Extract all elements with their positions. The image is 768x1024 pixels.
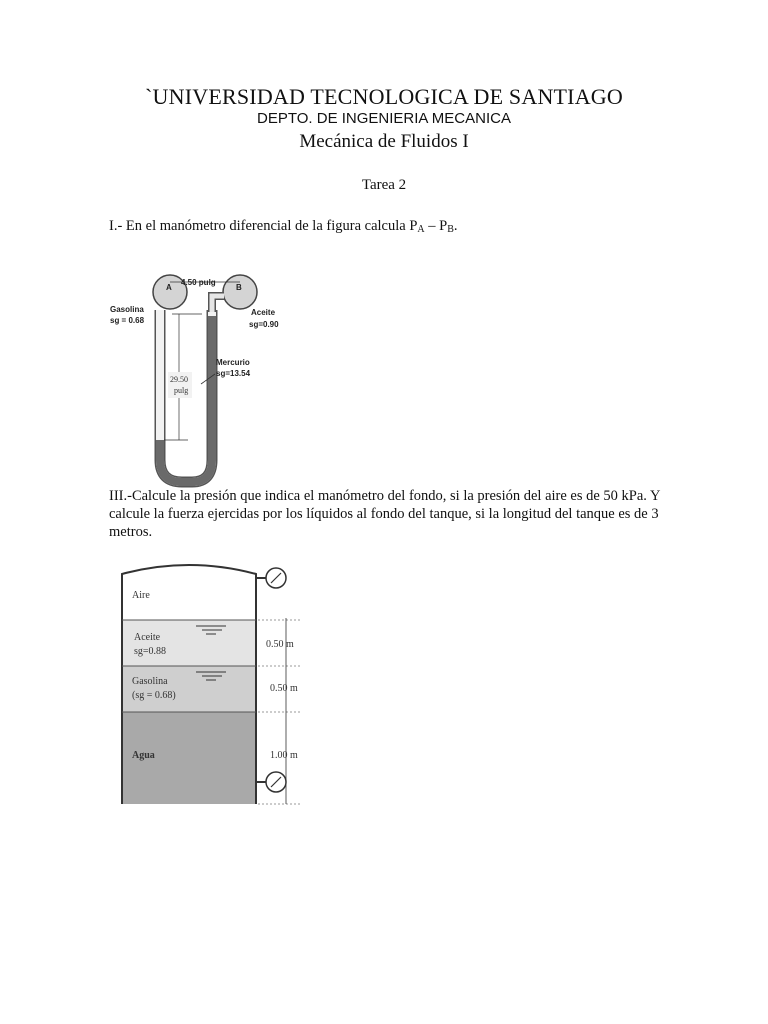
label-dim-agua: 1.00 m	[270, 750, 298, 761]
manometer-figure	[108, 270, 308, 490]
label-sg-aceite: sg=0.88	[134, 646, 167, 657]
label-4-50-pulg: 4.50 pulg	[181, 278, 216, 287]
course-title: Mecánica de Fluidos I	[299, 131, 469, 152]
label-sg-gasolina: sg = 0.68	[110, 316, 145, 325]
assignment-title: Tarea 2	[361, 177, 407, 193]
label-dim-aceite: 0.50 m	[266, 639, 294, 650]
label-dim-gasolina: 0.50 m	[270, 683, 298, 694]
label-aire: Aire	[132, 590, 150, 601]
university-title: `UNIVERSIDAD TECNOLOGICA DE SANTIAGO	[145, 84, 623, 109]
label-aceite: Aceite	[251, 308, 276, 317]
department-title: DEPTO. DE INGENIERIA MECANICA	[257, 110, 511, 127]
label-sg-mercurio: sg=13.54	[216, 369, 251, 378]
label-gasolina: Gasolina	[110, 305, 144, 314]
problem-1-period: .	[453, 218, 458, 234]
label-aceite: Aceite	[134, 632, 161, 643]
tank-figure	[110, 560, 310, 810]
problem-1-text: I.- En el manómetro diferencial de la figura calcula P	[109, 218, 418, 234]
label-point-a: A	[166, 283, 172, 292]
label-sg-aceite: sg=0.90	[249, 320, 279, 329]
problem-1-statement	[109, 217, 661, 239]
label-mercurio: Mercurio	[216, 358, 250, 367]
subscript-b: B	[447, 224, 454, 235]
label-point-b: B	[236, 283, 242, 292]
label-pulg: pulg	[174, 386, 189, 395]
label-agua: Agua	[132, 750, 155, 761]
label-29-50: 29.50	[170, 375, 188, 384]
label-gasolina: Gasolina	[132, 676, 168, 687]
label-sg-gasolina: (sg = 0.68)	[132, 690, 176, 701]
subscript-a: A	[417, 224, 425, 235]
problem-1-dash: – P	[424, 218, 448, 234]
problem-2-statement: III.-Calcule la presión que indica el manómetro del fondo, si la presión del aire es de 50 kPa. Y calcule la fuerza ejercidas por los líquidos al fondo del tanque, si la longitud del tanque es de 3 metros.	[109, 488, 660, 540]
